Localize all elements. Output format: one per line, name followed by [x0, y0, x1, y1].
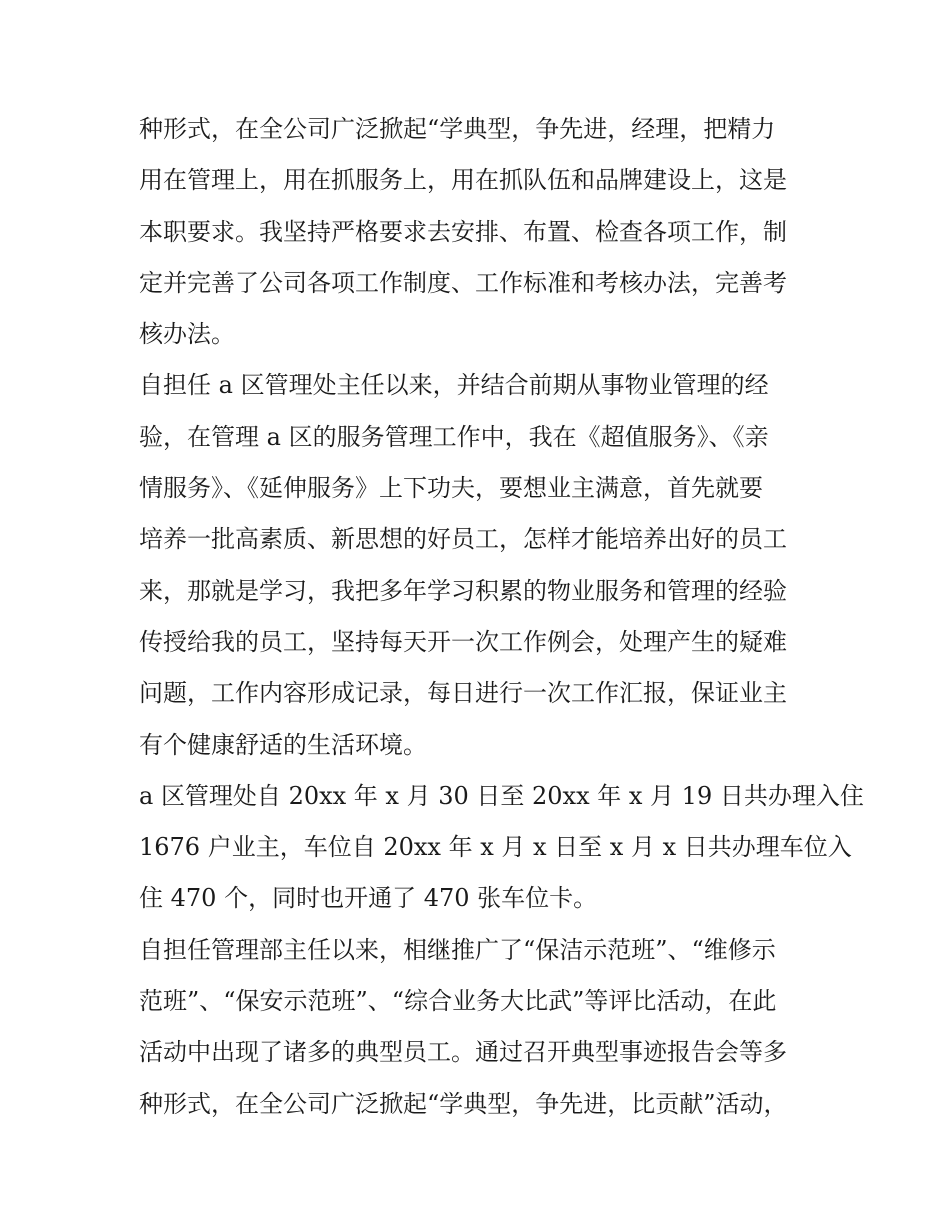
text-line: 情服务》、《延伸服务》上下功夫，要想业主满意，首先就要	[139, 474, 763, 503]
text-line: 来，那就是学习，我把多年学习积累的物业服务和管理的经验	[139, 576, 787, 605]
text-line: 住 470 个，同时也开通了 470 张车位卡。	[139, 884, 598, 913]
text-line: 问题，工作内容形成记录，每日进行一次工作汇报，保证业主	[139, 679, 787, 708]
text-line: 传授给我的员工，坚持每天开一次工作例会，处理产生的疑难	[139, 627, 787, 656]
text-line: 种形式，在全公司广泛掀起“学典型，争先进，比贡献”活动，	[139, 1089, 788, 1118]
text-line: 验，在管理 a 区的服务管理工作中，我在《超值服务》、《亲	[139, 422, 769, 451]
text-line: 范班”、“保安示范班”、“综合业务大比武”等评比活动，在此	[139, 987, 777, 1016]
text-line: a 区管理处自 20xx 年 x 月 30 日至 20xx 年 x 月 19 日共办理入住	[139, 781, 864, 810]
text-line: 本职要求。我坚持严格要求去安排、布置、检查各项工作，制	[139, 217, 787, 246]
text-line: 定并完善了公司各项工作制度、工作标准和考核办法，完善考	[139, 268, 787, 297]
text-line: 活动中出现了诸多的典型员工。通过召开典型事迹报告会等多	[139, 1038, 787, 1067]
text-line: 培养一批高素质、新思想的好员工，怎样才能培养出好的员工	[139, 525, 787, 554]
document-body	[139, 104, 864, 1130]
text-line: 自担任 a 区管理处主任以来，并结合前期从事物业管理的经	[139, 371, 769, 400]
text-line: 有个健康舒适的生活环境。	[139, 730, 427, 759]
text-line: 1676 户业主，车位自 20xx 年 x 月 x 日至 x 月 x 日共办理车位入	[139, 833, 852, 862]
text-line: 自担任管理部主任以来，相继推广了“保洁示范班”、“维修示	[139, 935, 776, 964]
text-line: 用在管理上，用在抓服务上，用在抓队伍和品牌建设上，这是	[139, 166, 787, 195]
text-line: 种形式，在全公司广泛掀起“学典型，争先进，经理，把精力	[139, 115, 776, 143]
text-line: 核办法。	[139, 320, 235, 349]
